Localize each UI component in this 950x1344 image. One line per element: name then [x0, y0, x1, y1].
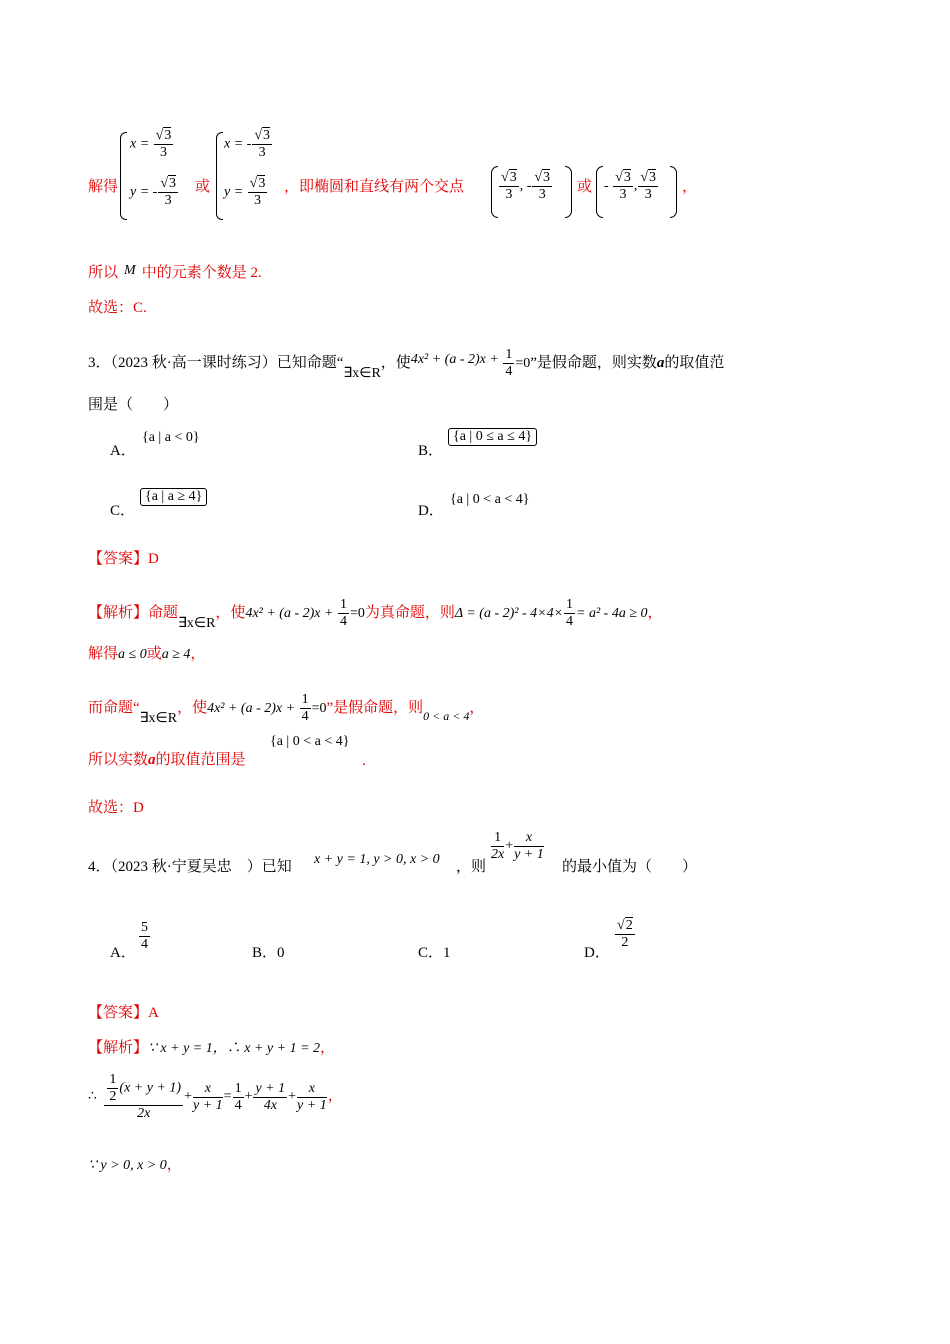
paren-right — [565, 166, 572, 218]
q3-option-d-value: {a | 0 < a < 4} — [450, 492, 530, 507]
q3-stem-line1: 3．（2023 秋·高一课时练习）已知命题“∃x∈R，使4x² + (a - 2)x + $\frac{1}{4}$ =0”是假命题，则实数a的取值范 — [88, 347, 725, 381]
left-brace — [120, 132, 127, 220]
q3-stem-line2: 围是（ ） — [88, 397, 179, 413]
sol2-end: ， — [682, 179, 698, 195]
system1-row1: x = $\frac{√3}{3}$ — [130, 128, 172, 160]
q4-analysis-line2: ∴ $\frac{1}{2}$ (x + y + 1) 2x + $\frac{x}{y + 1}$ = $\frac{1}{4}$ + $\frac{y + 1}{4x}$ + $\frac{x}{y + 1}$ ， — [88, 1072, 343, 1121]
q4-expression: $\frac{1}{2x}$ + $\frac{x}{y + 1}$ — [491, 830, 544, 862]
q4-stem-tail: 的最小值为（ ） — [562, 859, 698, 875]
q3-option-a-value: {a | a < 0} — [142, 430, 200, 445]
left-brace-2 — [216, 132, 223, 220]
q4-analysis-line3: ∵ y > 0, x > 0， — [88, 1157, 182, 1173]
q4-option-b[interactable]: B．0 — [252, 945, 285, 961]
point2: - $\frac{√3}{3}$ , $\frac{√3}{3}$ — [604, 170, 657, 202]
system2-row1: x = - $\frac{√3}{3}$ — [224, 128, 271, 160]
q3-analysis-line3: 而命题“∃x∈R，使4x² + (a - 2)x + $\frac{1}{4}$ =0”是假命题，则$_{0 < a < 4}$， — [88, 692, 485, 726]
q4-then: ，则 — [456, 859, 487, 875]
q3-analysis-line4: 所以实数a的取值范围是 — [88, 752, 246, 768]
q4-analysis-line1: 【解析】∵ x + y = 1，∴ x + y + 1 = 2， — [88, 1040, 336, 1056]
q3-option-b-label[interactable]: B． — [418, 443, 444, 459]
q4-option-d-label[interactable]: D． — [584, 945, 610, 961]
sol2-jiede: 解得 — [88, 179, 119, 195]
q3-option-b-value: {a | 0 ≤ a ≤ 4} — [448, 428, 537, 446]
sol2-mid-text: ，即椭圆和直线有两个交点 — [284, 179, 465, 195]
q3-choose: 故选：D — [88, 800, 144, 816]
q3-analysis-line2: 解得a ≤ 0或a ≥ 4， — [88, 646, 206, 662]
sol2-count-line: 所以 M 中的元素个数是 2. — [88, 263, 262, 281]
paren-left — [491, 166, 498, 218]
q4-option-a-label[interactable]: A． — [110, 945, 136, 961]
q3-analysis-line1: 【解析】命题∃x∈R，使4x² + (a - 2)x + $\frac{1}{4}$ =0为真命题，则Δ = (a - 2)² - 4×4× $\frac{1}{4}$ = a² - 4a ≥ 0， — [88, 597, 663, 631]
q4-stem-a: 4．（2023 秋·宁夏吴忠 ）已知 — [88, 859, 292, 875]
q4-option-a-value: $\frac{5}{4}$ — [141, 920, 148, 952]
paren-right-2 — [670, 166, 677, 218]
q4-answer: 【答案】A — [88, 1005, 159, 1021]
system1-row2: y = - $\frac{√3}{3}$ — [130, 176, 177, 208]
paren-left-2 — [596, 166, 603, 218]
q3-option-d-label[interactable]: D． — [418, 503, 444, 519]
sol2-choose: 故选：C. — [88, 300, 147, 316]
q3-option-c-label[interactable]: C． — [110, 503, 136, 519]
q3-analysis-line4-end: . — [362, 753, 366, 769]
system2-row2: y = $\frac{√3}{3}$ — [224, 176, 266, 208]
point1: $\frac{√3}{3}$ , - $\frac{√3}{3}$ — [501, 170, 551, 202]
q3-analysis-line4-set: {a | 0 < a < 4} — [270, 734, 350, 749]
q4-condition: x + y = 1, y > 0, x > 0 — [314, 852, 440, 867]
sol2-or1: 或 — [195, 179, 211, 195]
q3-option-a-label[interactable]: A． — [110, 443, 136, 459]
q4-option-d-value: $\frac{√2}{2}$ — [617, 918, 633, 950]
sol2-or2: 或 — [577, 179, 593, 195]
q3-option-c-value: {a | a ≥ 4} — [140, 488, 207, 506]
q3-answer: 【答案】D — [88, 551, 159, 567]
q4-option-c[interactable]: C．1 — [418, 945, 451, 961]
